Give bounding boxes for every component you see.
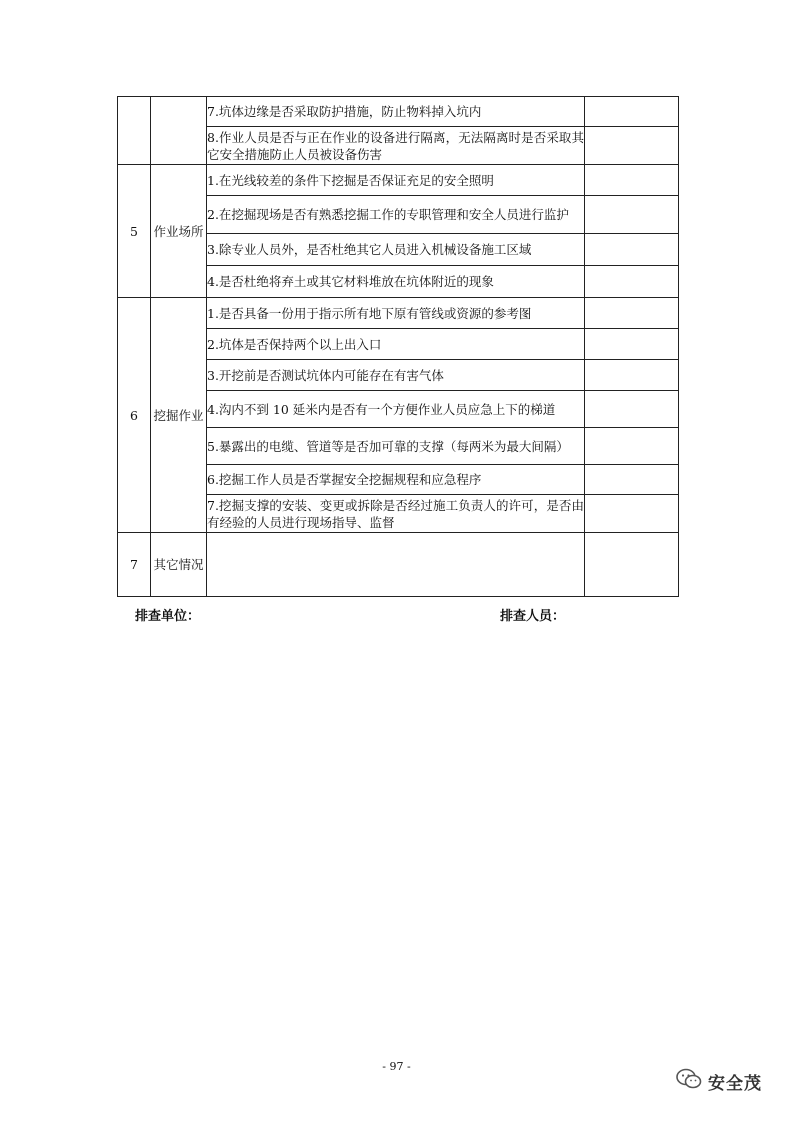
inspector-label: 排查人员： xyxy=(500,609,566,624)
result-cell xyxy=(585,329,679,360)
section-category: 挖掘作业 xyxy=(151,298,207,533)
check-item: 2.坑体是否保持两个以上出入口 xyxy=(207,329,585,360)
section-number: 7 xyxy=(118,533,151,597)
result-cell xyxy=(585,234,679,266)
result-cell xyxy=(585,196,679,234)
row-number-cell xyxy=(118,97,151,165)
result-cell xyxy=(585,127,679,165)
result-cell xyxy=(585,391,679,428)
category-cell xyxy=(151,97,207,165)
watermark-text: 安全茂 xyxy=(708,1073,762,1094)
check-item: 1.在光线较差的条件下挖掘是否保证充足的安全照明 xyxy=(207,165,585,196)
wechat-icon xyxy=(676,1068,702,1094)
result-cell xyxy=(585,97,679,127)
check-item: 4.沟内不到 10 延米内是否有一个方便作业人员应急上下的梯道 xyxy=(207,391,585,428)
check-item-empty xyxy=(207,533,585,597)
result-cell xyxy=(585,533,679,597)
table-row xyxy=(118,165,679,196)
result-cell xyxy=(585,298,679,329)
checklist-table xyxy=(117,96,679,597)
result-cell xyxy=(585,465,679,495)
inspection-unit-label: 排查单位： xyxy=(135,609,201,624)
section-number: 5 xyxy=(118,165,151,298)
section-category: 作业场所 xyxy=(151,165,207,298)
table-row xyxy=(118,298,679,329)
checklist-sheet xyxy=(117,96,678,597)
table-row xyxy=(118,533,679,597)
check-item: 8.作业人员是否与正在作业的设备进行隔离，无法隔离时是否采取其它安全措施防止人员被设备伤害 xyxy=(207,127,585,165)
check-item: 4.是否杜绝将弃土或其它材料堆放在坑体附近的现象 xyxy=(207,266,585,298)
check-item: 7.坑体边缘是否采取防护措施，防止物料掉入坑内 xyxy=(207,97,585,127)
watermark xyxy=(676,1068,762,1094)
check-item: 3.开挖前是否测试坑体内可能存在有害气体 xyxy=(207,360,585,391)
result-cell xyxy=(585,495,679,533)
check-item: 1.是否具备一份用于指示所有地下原有管线或资源的参考图 xyxy=(207,298,585,329)
result-cell xyxy=(585,165,679,196)
check-item: 3.除专业人员外，是否杜绝其它人员进入机械设备施工区域 xyxy=(207,234,585,266)
page-number: - 97 - xyxy=(382,1060,411,1073)
result-cell xyxy=(585,428,679,465)
section-number: 6 xyxy=(118,298,151,533)
table-row xyxy=(118,97,679,127)
check-item: 2.在挖掘现场是否有熟悉挖掘工作的专职管理和安全人员进行监护 xyxy=(207,196,585,234)
check-item: 6.挖掘工作人员是否掌握安全挖掘规程和应急程序 xyxy=(207,465,585,495)
result-cell xyxy=(585,266,679,298)
check-item: 7.挖掘支撑的安装、变更或拆除是否经过施工负责人的许可，是否由有经验的人员进行现场指导、监督 xyxy=(207,495,585,533)
result-cell xyxy=(585,360,679,391)
check-item: 5.暴露出的电缆、管道等是否加可靠的支撑（每两米为最大间隔） xyxy=(207,428,585,465)
section-category: 其它情况 xyxy=(151,533,207,597)
